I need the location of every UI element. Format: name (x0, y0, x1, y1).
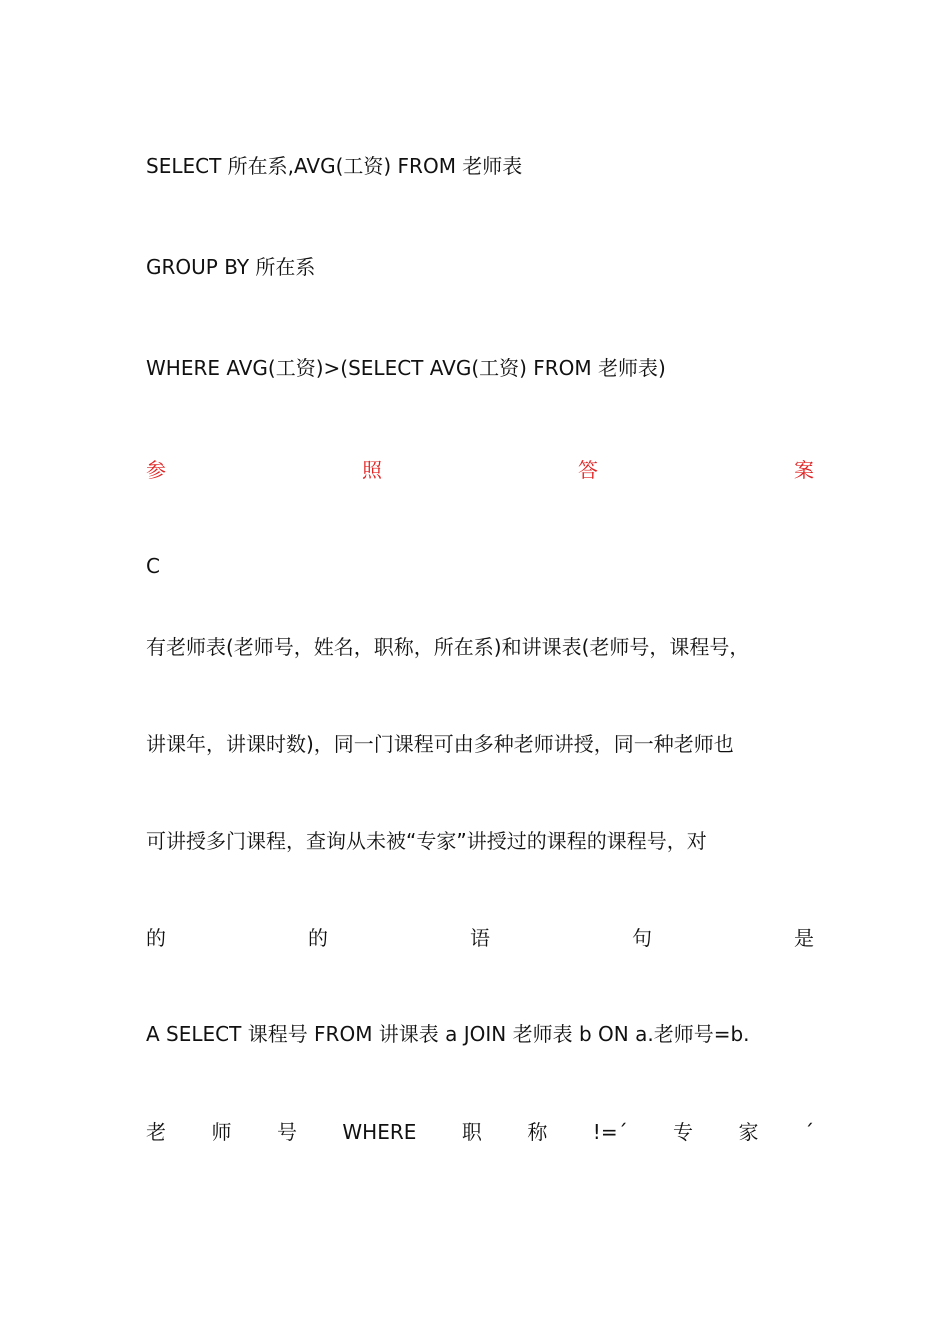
option-a-token: 称 (527, 1120, 548, 1144)
sql-where-line: WHERE AVG(工资)>(SELECT AVG(工资) FROM 老师表) (146, 356, 666, 380)
option-a-token: !=´ (592, 1120, 628, 1144)
question-text-line-2: 讲课年，讲课时数)，同一门课程可由多种老师讲授，同一种老师也 (146, 732, 734, 756)
option-a-token: WHERE (342, 1120, 417, 1144)
option-a-token: 专 (673, 1120, 694, 1144)
answer-heading-char: 案 (794, 458, 814, 482)
question-char: 是 (794, 926, 814, 950)
sql-select-line: SELECT 所在系,AVG(工资) FROM 老师表 (146, 154, 523, 178)
sql-group-by-line: GROUP BY 所在系 (146, 255, 316, 279)
option-a-token: 老 (146, 1120, 166, 1144)
question-char: 语 (470, 926, 490, 950)
answer-heading-char: 照 (362, 458, 382, 482)
option-a-token: 家 (738, 1120, 759, 1144)
option-a-token: 号 (276, 1120, 297, 1144)
answer-heading-char: 答 (578, 458, 598, 482)
question-text-line-3: 可讲授多门课程，查询从未被“专家”讲授过的课程的课程号，对 (146, 829, 707, 853)
option-a-token: 师 (211, 1120, 232, 1144)
answer-heading-char: 参 (146, 458, 166, 482)
option-a-token: ´ (803, 1120, 814, 1144)
option-a-line-1: A SELECT 课程号 FROM 讲课表 a JOIN 老师表 b ON a.老师号=b. (146, 1022, 750, 1046)
question-text-line-4 (146, 924, 814, 952)
question-char: 的 (146, 926, 166, 950)
option-a-token: 职 (461, 1120, 482, 1144)
answer-value: C (146, 554, 160, 578)
question-char: 句 (632, 926, 652, 950)
option-a-line-2 (146, 1118, 814, 1146)
answer-heading (146, 456, 814, 484)
question-char: 的 (308, 926, 328, 950)
question-text-line-1: 有老师表(老师号，姓名，职称，所在系)和讲课表(老师号，课程号， (146, 635, 750, 659)
